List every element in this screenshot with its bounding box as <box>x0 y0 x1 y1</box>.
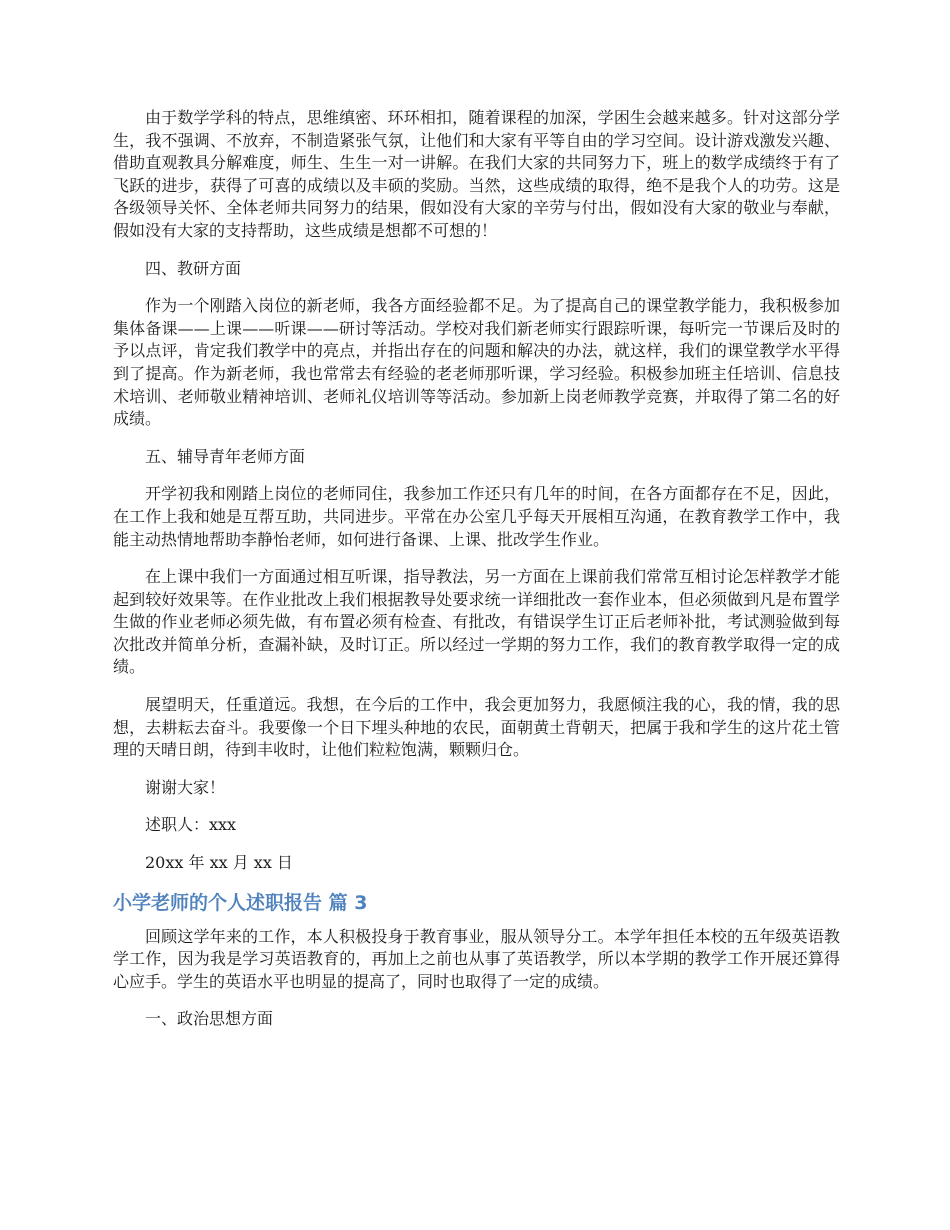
reporter-signature: 述职人：xxx <box>145 815 237 835</box>
paragraph-math-students: 由于数学学科的特点，思维缜密、环环相扣，随着课程的加深，学困生会越来越多。针对这部分学生，我不强调、不放弃，不制造紧张气氛，让他们和大家有平等自由的学习空间。设计游戏激发兴趣、借助直观教具分解难度，师生、生生一对一讲解。在我们大家的共同努力下，班上的数学成绩终于有了飞跃的进步，获得了可喜的成绩以及丰硕的奖励。当然，这些成绩的取得，绝不是我个人的功劳。这是各级领导关怀、全体老师共同努力的结果，假如没有大家的辛劳与付出，假如没有大家的敬业与奉献，假如没有大家的支持帮助，这些成绩是想都不可想的！ <box>113 108 840 240</box>
paragraph-teaching-research: 作为一个刚踏入岗位的新老师，我各方面经验都不足。为了提高自己的课堂教学能力，我积极参加集体备课——上课——听课——研讨等活动。学校对我们新老师实行跟踪听课，每听完一节课后及时的予以点评，肯定我们教学中的亮点，并指出存在的问题和解决的办法，就这样，我们的课堂教学水平得到了提高。作为新老师，我也常常去有经验的老老师那听课，学习经验。积极参加班主任培训、信息技术培训、老师敬业精神培训、老师礼仪培训等等活动。参加新上岗老师教学竞赛，并取得了第二名的好成绩。 <box>113 296 840 429</box>
subheading-mentoring: 五、辅导青年老师方面 <box>145 446 306 466</box>
paragraph-year-review: 回顾这学年来的工作，本人积极投身于教育事业，服从领导分工。本学年担任本校的五年级英语教学工作，因为我是学习英语教育的，再加上之前也从事了英语教学，所以本学期的教学工作开展还算得心应手。学生的英语水平也明显的提高了，同时也取得了一定的成绩。 <box>113 926 840 991</box>
report-date: 20xx 年 xx 月 xx 日 <box>145 853 293 873</box>
paragraph-outlook: 展望明天，任重道远。我想，在今后的工作中，我会更加努力，我愿倾注我的心，我的情，我的思想，去耕耘去奋斗。我要像一个日下埋头种地的农民，面朝黄土背朝天，把属于我和学生的这片花土管理的天晴日朗，待到丰收时，让他们粒粒饱满，颗颗归仓。 <box>113 695 840 760</box>
closing-thanks: 谢谢大家！ <box>145 777 226 797</box>
paragraph-mentoring-1: 开学初我和刚踏上岗位的老师同住，我参加工作还只有几年的时间，在各方面都存在不足，因此，在工作上我和她是互帮互助，共同进步。平常在办公室几乎每天开展相互沟通，在教育教学工作中，我能主动热情地帮助李静怡老师，如何进行备课、上课、批改学生作业。 <box>113 484 840 549</box>
section-title: 小学老师的个人述职报告 篇 3 <box>113 891 368 914</box>
paragraph-mentoring-2: 在上课中我们一方面通过相互听课，指导教法，另一方面在上课前我们常常互相讨论怎样教学才能起到较好效果等。在作业批改上我们根据教导处要求统一详细批改一套作业本，但必须做到凡是布置学生做的作业老师必须先做，有布置必须有检查、有批改，有错误学生订正后老师补批，考试测验做到每次批改并简单分析，查漏补缺，及时订正。所以经过一学期的努力工作，我们的教育教学取得一定的成绩。 <box>113 567 840 677</box>
subheading-teaching-research: 四、教研方面 <box>145 258 242 278</box>
subheading-political-thought: 一、政治思想方面 <box>145 1009 274 1029</box>
document-page <box>113 107 840 1046</box>
